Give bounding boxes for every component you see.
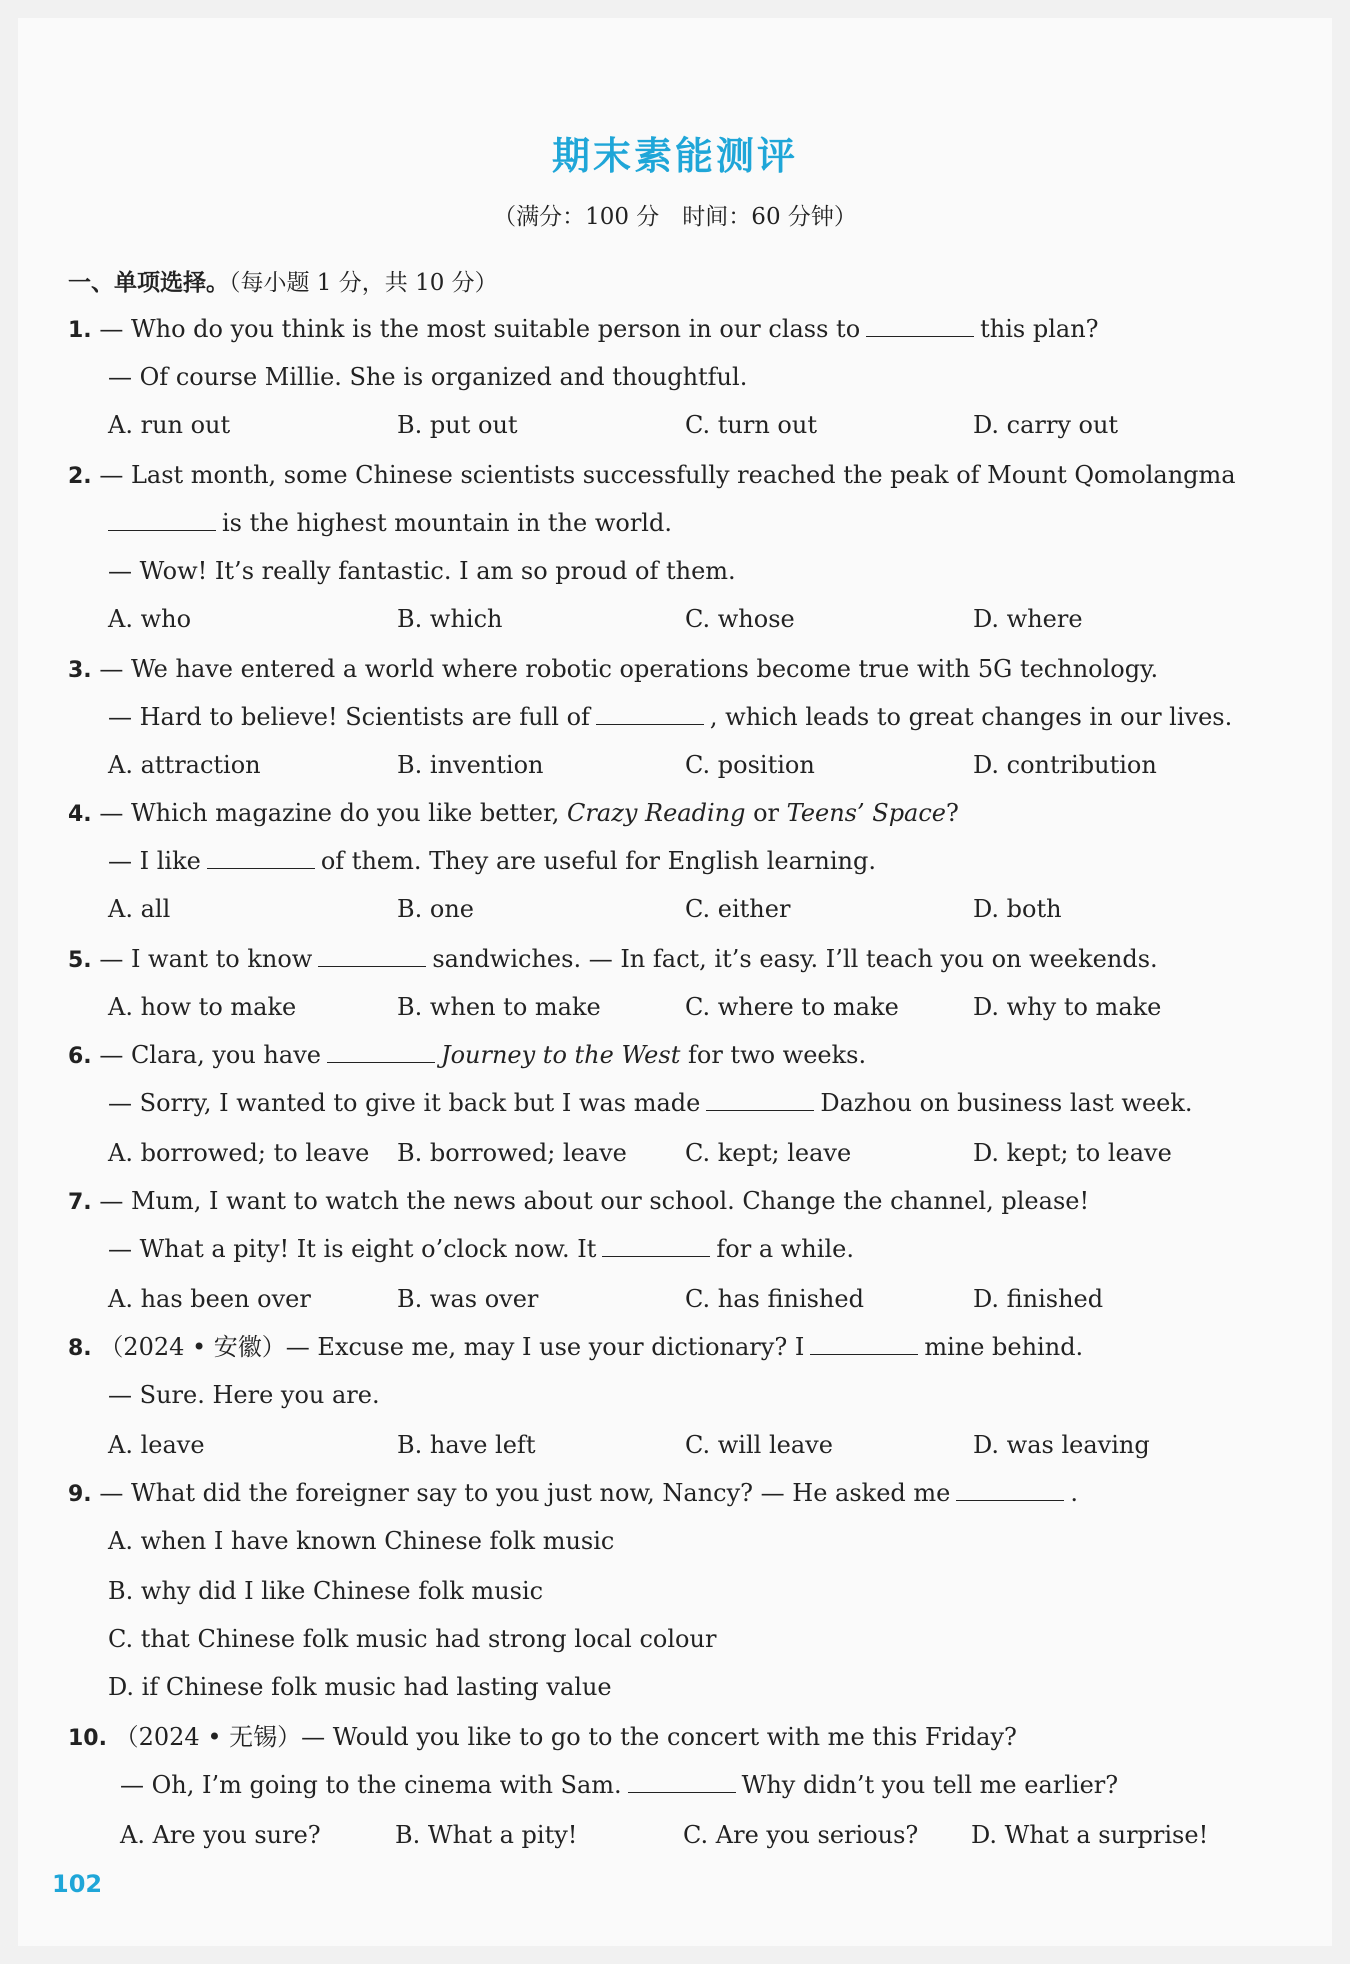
- option-a: A. has been over: [108, 1285, 311, 1313]
- option-a: A. how to make: [108, 993, 297, 1021]
- question-7-line-1: [68, 1186, 1089, 1218]
- question-text: — I want to know: [99, 945, 313, 973]
- question-text: ?: [946, 799, 959, 827]
- question-number: 7.: [68, 1190, 92, 1215]
- question-10-line-2: [120, 1770, 1118, 1800]
- page-title: 期末素能测评: [551, 134, 798, 178]
- option-b: B. borrowed; leave: [397, 1139, 627, 1167]
- section-heading-label: 一、单项选择。: [68, 270, 229, 296]
- option-c: C. where to make: [685, 993, 899, 1021]
- answer-blank: [207, 846, 315, 869]
- option-c: C. Are you serious?: [683, 1821, 919, 1849]
- question-6-line-1: [68, 1040, 866, 1072]
- option-b: B. have left: [397, 1431, 536, 1459]
- question-5-line-1: [68, 944, 1158, 976]
- question-text: Why didn’t you tell me earlier?: [741, 1771, 1119, 1799]
- question-text: — Oh, I’m going to the cinema with Sam.: [120, 1771, 622, 1799]
- question-number: 3.: [68, 658, 92, 683]
- page-number: 102: [52, 1870, 103, 1898]
- question-4-line-1: [68, 798, 959, 830]
- answer-blank: [596, 702, 704, 725]
- question-text: Dazhou on business last week.: [820, 1089, 1193, 1117]
- option-c: C. that Chinese folk music had strong local colour: [108, 1625, 717, 1653]
- section-heading-note: （每小题 1 分，共 10 分）: [229, 270, 498, 296]
- question-text: — Last month, some Chinese scientists successfully reached the peak of Mount Qomolangma: [99, 461, 1236, 489]
- question-text: of them. They are useful for English learning.: [320, 847, 876, 875]
- option-d: D. What a surprise!: [971, 1821, 1209, 1849]
- option-d: D. if Chinese folk music had lasting value: [108, 1673, 612, 1701]
- question-text: this plan?: [980, 315, 1099, 343]
- option-d: D. carry out: [973, 411, 1119, 439]
- question-number: 4.: [68, 802, 92, 827]
- question-text: — We have entered a world where robotic operations become true with 5G technology.: [99, 655, 1159, 683]
- question-number: 8.: [68, 1336, 92, 1361]
- option-a: A. Are you sure?: [120, 1821, 321, 1849]
- question-number: 9.: [68, 1482, 92, 1507]
- option-c: C. kept; leave: [685, 1139, 852, 1167]
- question-2-line-1: [68, 460, 1236, 492]
- question-number: 6.: [68, 1044, 92, 1069]
- answer-blank: [327, 1040, 435, 1063]
- answer-blank: [810, 1332, 918, 1355]
- option-b: B. was over: [397, 1285, 539, 1313]
- question-10-line-1: [68, 1722, 1017, 1754]
- worksheet-page: [18, 18, 1332, 1946]
- question-text: — Which magazine do you like better,: [99, 799, 560, 827]
- question-8-line-1: [68, 1332, 1083, 1364]
- option-d: D. why to make: [973, 993, 1162, 1021]
- option-a: A. borrowed; to leave: [108, 1139, 370, 1167]
- question-9-line-1: [68, 1478, 1078, 1510]
- option-d: D. was leaving: [973, 1431, 1150, 1459]
- option-b: B. why did I like Chinese folk music: [108, 1577, 544, 1605]
- question-1-line-2: — Of course Millie. She is organized and thoughtful.: [108, 363, 748, 391]
- option-d: D. both: [973, 895, 1062, 923]
- option-b: B. put out: [397, 411, 518, 439]
- option-b: B. when to make: [397, 993, 601, 1021]
- option-c: C. turn out: [685, 411, 817, 439]
- option-c: C. whose: [685, 605, 795, 633]
- question-text: , which leads to great changes in our lives.: [709, 703, 1233, 731]
- magazine-title: Crazy Reading: [567, 799, 746, 827]
- question-2-line-3: — Wow! It’s really fantastic. I am so proud of them.: [108, 557, 736, 585]
- option-c: C. position: [685, 751, 815, 779]
- question-number: 1.: [68, 318, 92, 343]
- question-text: — Clara, you have: [99, 1041, 321, 1069]
- question-text: for a while.: [716, 1235, 854, 1263]
- magazine-title: Teens’ Space: [786, 799, 947, 827]
- answer-blank: [108, 508, 216, 531]
- question-text: — I like: [108, 847, 201, 875]
- question-text: — What a pity! It is eight o’clock now. It: [108, 1235, 597, 1263]
- option-c: C. either: [685, 895, 791, 923]
- section-heading: [68, 264, 498, 297]
- option-b: B. What a pity!: [395, 1821, 578, 1849]
- question-number: 5.: [68, 948, 92, 973]
- option-d: D. contribution: [973, 751, 1157, 779]
- question-text: — What did the foreigner say to you just now, Nancy? — He asked me: [99, 1479, 951, 1507]
- question-3-line-2: [108, 702, 1232, 732]
- question-text: .: [1070, 1479, 1079, 1507]
- question-text: or: [753, 799, 780, 827]
- page-subtitle: （满分：100 分 时间：60 分钟）: [493, 204, 857, 230]
- answer-blank: [318, 944, 426, 967]
- question-2-line-2: [102, 508, 672, 538]
- answer-blank: [956, 1478, 1064, 1501]
- answer-blank: [628, 1770, 736, 1793]
- option-a: A. run out: [108, 411, 231, 439]
- option-a: A. all: [108, 895, 171, 923]
- answer-blank: [866, 314, 974, 337]
- question-text: （2024 • 无锡）— Would you like to go to the concert with me this Friday?: [114, 1723, 1017, 1751]
- question-3-line-1: [68, 654, 1158, 686]
- question-text: — Sorry, I wanted to give it back but I was made: [108, 1089, 701, 1117]
- option-c: C. has finished: [685, 1285, 864, 1313]
- question-text: for two weeks.: [687, 1041, 867, 1069]
- book-title: Journey to the West: [440, 1041, 681, 1069]
- option-c: C. will leave: [685, 1431, 833, 1459]
- option-b: B. one: [397, 895, 475, 923]
- option-d: D. finished: [973, 1285, 1104, 1313]
- option-b: B. which: [397, 605, 503, 633]
- question-text: mine behind.: [924, 1333, 1084, 1361]
- question-1-line-1: [68, 314, 1099, 346]
- question-text: — Mum, I want to watch the news about our school. Change the channel, please!: [99, 1187, 1090, 1215]
- question-text: （2024 • 安徽）— Excuse me, may I use your dictionary? I: [99, 1333, 805, 1361]
- answer-blank: [602, 1234, 710, 1257]
- option-a: A. when I have known Chinese folk music: [108, 1527, 615, 1555]
- option-a: A. attraction: [108, 751, 261, 779]
- question-4-line-2: [108, 846, 876, 876]
- question-text: is the highest mountain in the world.: [222, 509, 672, 537]
- question-text: — Who do you think is the most suitable person in our class to: [99, 315, 861, 343]
- question-number: 10.: [68, 1726, 107, 1751]
- question-text: — Hard to believe! Scientists are full of: [108, 703, 590, 731]
- option-b: B. invention: [397, 751, 544, 779]
- option-a: A. leave: [108, 1431, 205, 1459]
- question-number: 2.: [68, 464, 92, 489]
- question-6-line-2: [108, 1088, 1193, 1118]
- question-8-line-2: — Sure. Here you are.: [108, 1381, 380, 1409]
- question-7-line-2: [108, 1234, 854, 1264]
- question-text: sandwiches. — In fact, it’s easy. I’ll teach you on weekends.: [432, 945, 1158, 973]
- answer-blank: [706, 1088, 814, 1111]
- option-d: D. where: [973, 605, 1083, 633]
- option-d: D. kept; to leave: [973, 1139, 1172, 1167]
- option-a: A. who: [108, 605, 192, 633]
